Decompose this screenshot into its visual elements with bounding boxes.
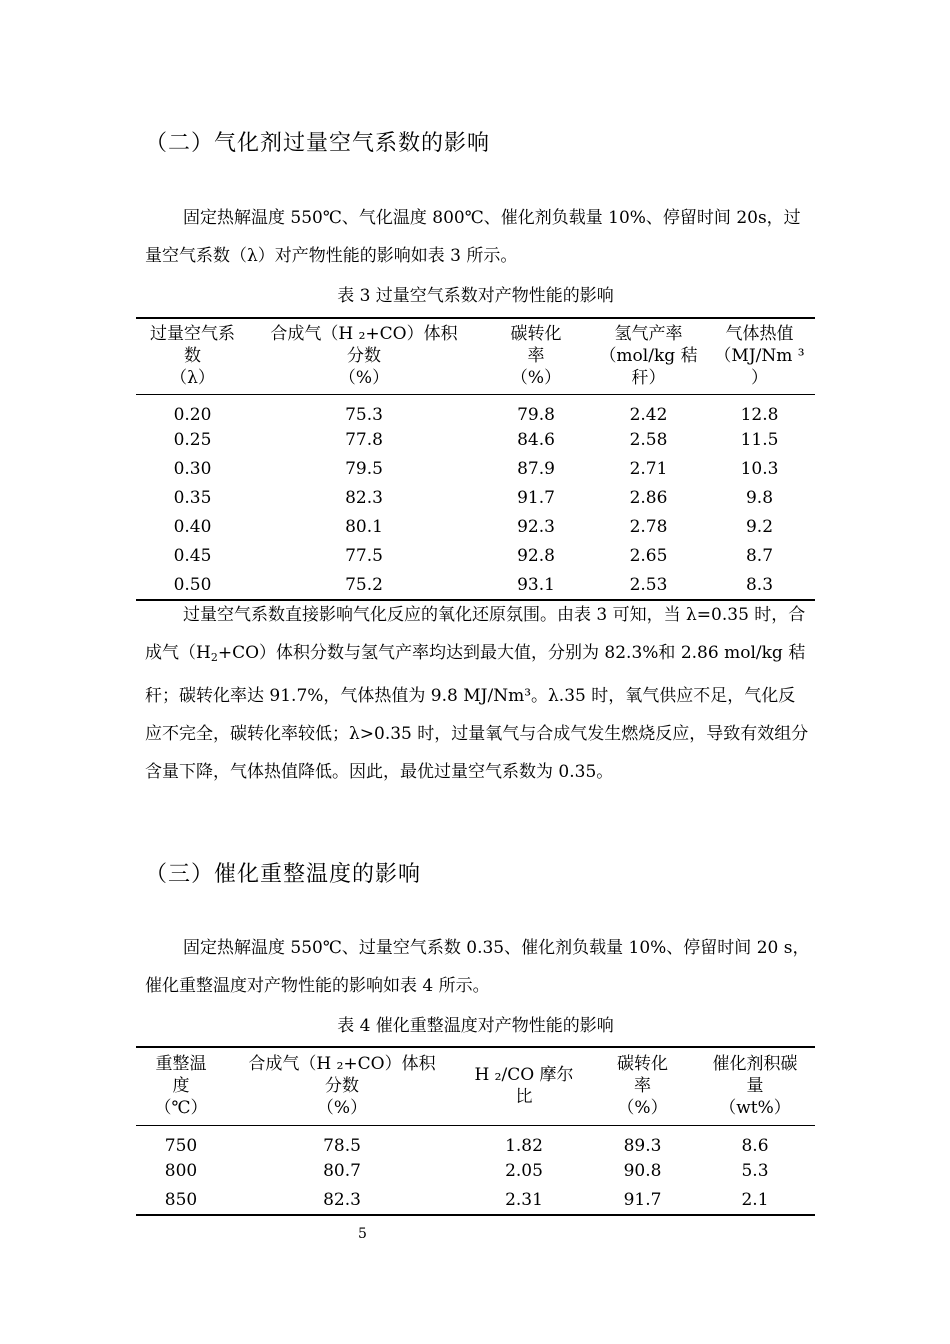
table-cell: 2.1 bbox=[741, 1189, 769, 1210]
header-line: 气体热值 bbox=[725, 324, 794, 345]
header-line: 重整温 bbox=[155, 1054, 207, 1075]
header-line: 数 bbox=[184, 346, 201, 367]
table-cell: 93.1 bbox=[517, 574, 555, 595]
table4-header bbox=[136, 1047, 815, 1125]
table-cell: 5.3 bbox=[741, 1160, 769, 1181]
header-line: ） bbox=[751, 368, 768, 389]
table-cell: 8.6 bbox=[741, 1136, 769, 1156]
table-row bbox=[136, 483, 815, 512]
table-cell: 2.53 bbox=[629, 574, 668, 595]
header-line: 合成气（H ₂+CO）体积 bbox=[270, 324, 458, 345]
table-cell: 2.65 bbox=[629, 545, 668, 566]
table3-header-cell bbox=[249, 318, 479, 394]
header-line: （%） bbox=[316, 1098, 368, 1119]
table3-header-cell bbox=[479, 318, 593, 394]
table-cell: 91.7 bbox=[623, 1189, 662, 1210]
table-cell: 92.8 bbox=[517, 545, 555, 566]
table-row bbox=[136, 1156, 815, 1185]
table3-header-row bbox=[136, 318, 815, 394]
table3-header-cell bbox=[704, 318, 815, 394]
subscript-2: 2 bbox=[210, 651, 218, 664]
table-cell: 0.35 bbox=[173, 487, 212, 508]
table-cell: 10.3 bbox=[740, 458, 779, 479]
header-line: 过量空气系 bbox=[150, 324, 235, 345]
table-row bbox=[136, 425, 815, 454]
table-row bbox=[136, 394, 815, 425]
table-cell: 79.8 bbox=[517, 405, 555, 425]
header-line: 量 bbox=[746, 1076, 764, 1097]
table-cell: 0.45 bbox=[173, 545, 212, 566]
header-line: 比 bbox=[515, 1087, 533, 1108]
table3 bbox=[136, 317, 815, 601]
page-number: 5 bbox=[358, 1226, 367, 1242]
header-line: 分数 bbox=[347, 346, 381, 367]
table-cell: 82.3 bbox=[345, 487, 383, 508]
table-row bbox=[136, 541, 815, 570]
table-cell: 2.58 bbox=[629, 429, 668, 450]
header-line: 度 bbox=[172, 1076, 190, 1097]
header-line: 催化剂积碳 bbox=[712, 1054, 798, 1075]
table3-caption: 表 3 过量空气系数对产物性能的影响 bbox=[337, 286, 614, 306]
header-line: （wt%） bbox=[719, 1098, 791, 1119]
table-cell: 2.05 bbox=[505, 1160, 543, 1181]
section-heading-2: （二）气化剂过量空气系数的影响 bbox=[145, 131, 491, 156]
table-cell: 2.78 bbox=[629, 516, 668, 537]
header-line: 率 bbox=[634, 1076, 651, 1097]
header-line: H ₂/CO 摩尔 bbox=[474, 1065, 574, 1086]
table3-header-cell bbox=[136, 318, 249, 394]
table-cell: 75.2 bbox=[345, 574, 383, 595]
header-line: 碳转化 bbox=[617, 1054, 668, 1075]
table-cell: 8.7 bbox=[745, 545, 774, 566]
table4-header-cell bbox=[458, 1047, 590, 1125]
table-cell: 84.6 bbox=[517, 429, 555, 450]
table-cell: 0.20 bbox=[173, 405, 212, 425]
table-cell: 12.8 bbox=[740, 405, 779, 425]
header-line: （℃） bbox=[154, 1098, 208, 1119]
table-cell: 1.82 bbox=[505, 1136, 543, 1156]
analysis-text-1: 过量空气系数直接影响气化反应的氧化还原氛围。由表 3 可知，当 λ=0.35 时，合成气（H bbox=[145, 605, 806, 663]
header-line: （%） bbox=[338, 368, 390, 389]
header-line: （MJ/Nm ³ bbox=[714, 346, 805, 367]
header-line: 率 bbox=[527, 346, 545, 367]
section2-intro: 固定热解温度 550℃、气化温度 800℃、催化剂负载量 10%、停留时间 20s，过量空气系数（λ）对产物性能的影响如表 3 所示。 bbox=[145, 208, 801, 266]
table4-header-cell bbox=[226, 1047, 458, 1125]
table-cell: 82.3 bbox=[323, 1189, 361, 1210]
table4-header-cell bbox=[590, 1047, 695, 1125]
table-cell: 2.71 bbox=[629, 458, 668, 479]
table-cell: 90.8 bbox=[623, 1160, 662, 1181]
table-cell: 87.9 bbox=[517, 458, 555, 479]
analysis-text-2: +CO）体积分数与氢气产率均达到最大值，分别为 82.3%和 2.86 mol/kg 秸秆；碳转化率达 91.7%，气体热值为 9.8 MJ/Nm³。λ.35 时，氧气供应不足，气化反应不完全，碳转化率较低；λ>0.35 时，过量氧气与合成气发生燃烧反应，导致有效组分含量下降，气体热值降低。因此，最优过量空气系数为 0.35。 bbox=[145, 643, 809, 782]
table4-header-cell bbox=[695, 1047, 815, 1125]
header-line: （%） bbox=[617, 1098, 668, 1119]
table-cell: 75.3 bbox=[345, 405, 383, 425]
table3-caption-wrap bbox=[136, 281, 815, 306]
table4-header-cell bbox=[136, 1047, 226, 1125]
table4-body bbox=[136, 1125, 815, 1215]
table4-header-row bbox=[136, 1047, 815, 1125]
table-cell: 850 bbox=[164, 1189, 198, 1210]
table3-body bbox=[136, 394, 815, 600]
table-cell: 78.5 bbox=[323, 1136, 361, 1156]
table-cell: 0.30 bbox=[173, 458, 212, 479]
table4-caption: 表 4 催化重整温度对产物性能的影响 bbox=[337, 1016, 614, 1036]
table-cell: 0.25 bbox=[173, 429, 212, 450]
header-line: （mol/kg 秸 bbox=[599, 346, 698, 367]
header-line: 秆） bbox=[631, 368, 666, 389]
section-heading-3: （三）催化重整温度的影响 bbox=[145, 862, 422, 887]
table-row bbox=[136, 1125, 815, 1156]
header-line: 分数 bbox=[325, 1076, 359, 1097]
table-cell: 80.1 bbox=[345, 516, 383, 537]
table-cell: 2.31 bbox=[505, 1189, 543, 1210]
table3-header-cell bbox=[593, 318, 704, 394]
section3-intro: 固定热解温度 550℃、过量空气系数 0.35、催化剂负载量 10%、停留时间 20 s，催化重整温度对产物性能的影响如表 4 所示。 bbox=[145, 938, 810, 996]
table-cell: 89.3 bbox=[623, 1136, 662, 1156]
table-cell: 9.8 bbox=[745, 487, 774, 508]
table-cell: 9.2 bbox=[745, 516, 774, 537]
table3-header bbox=[136, 318, 815, 394]
header-line: （λ） bbox=[170, 368, 215, 389]
table-cell: 11.5 bbox=[740, 429, 779, 450]
table-cell: 800 bbox=[164, 1160, 198, 1181]
table4-caption-wrap bbox=[136, 1011, 815, 1036]
table-cell: 77.5 bbox=[345, 545, 383, 566]
analysis-paragraph bbox=[145, 596, 811, 791]
table-row bbox=[136, 512, 815, 541]
table-cell: 77.8 bbox=[345, 429, 383, 450]
table-cell: 91.7 bbox=[517, 487, 555, 508]
table-cell: 79.5 bbox=[345, 458, 383, 479]
header-line: 碳转化 bbox=[510, 324, 562, 345]
table-cell: 2.42 bbox=[629, 405, 668, 425]
table-cell: 80.7 bbox=[323, 1160, 361, 1181]
header-line: （%） bbox=[510, 368, 562, 389]
table-row bbox=[136, 454, 815, 483]
table-cell: 8.3 bbox=[745, 574, 774, 595]
table-cell: 750 bbox=[164, 1136, 198, 1156]
table-row bbox=[136, 1185, 815, 1215]
table-cell: 0.40 bbox=[173, 516, 212, 537]
table-cell: 2.86 bbox=[629, 487, 668, 508]
header-line: 合成气（H ₂+CO）体积 bbox=[248, 1054, 436, 1075]
table-cell: 92.3 bbox=[517, 516, 555, 537]
table4 bbox=[136, 1046, 815, 1216]
table-cell: 0.50 bbox=[173, 574, 212, 595]
header-line: 氢气产率 bbox=[614, 324, 683, 345]
